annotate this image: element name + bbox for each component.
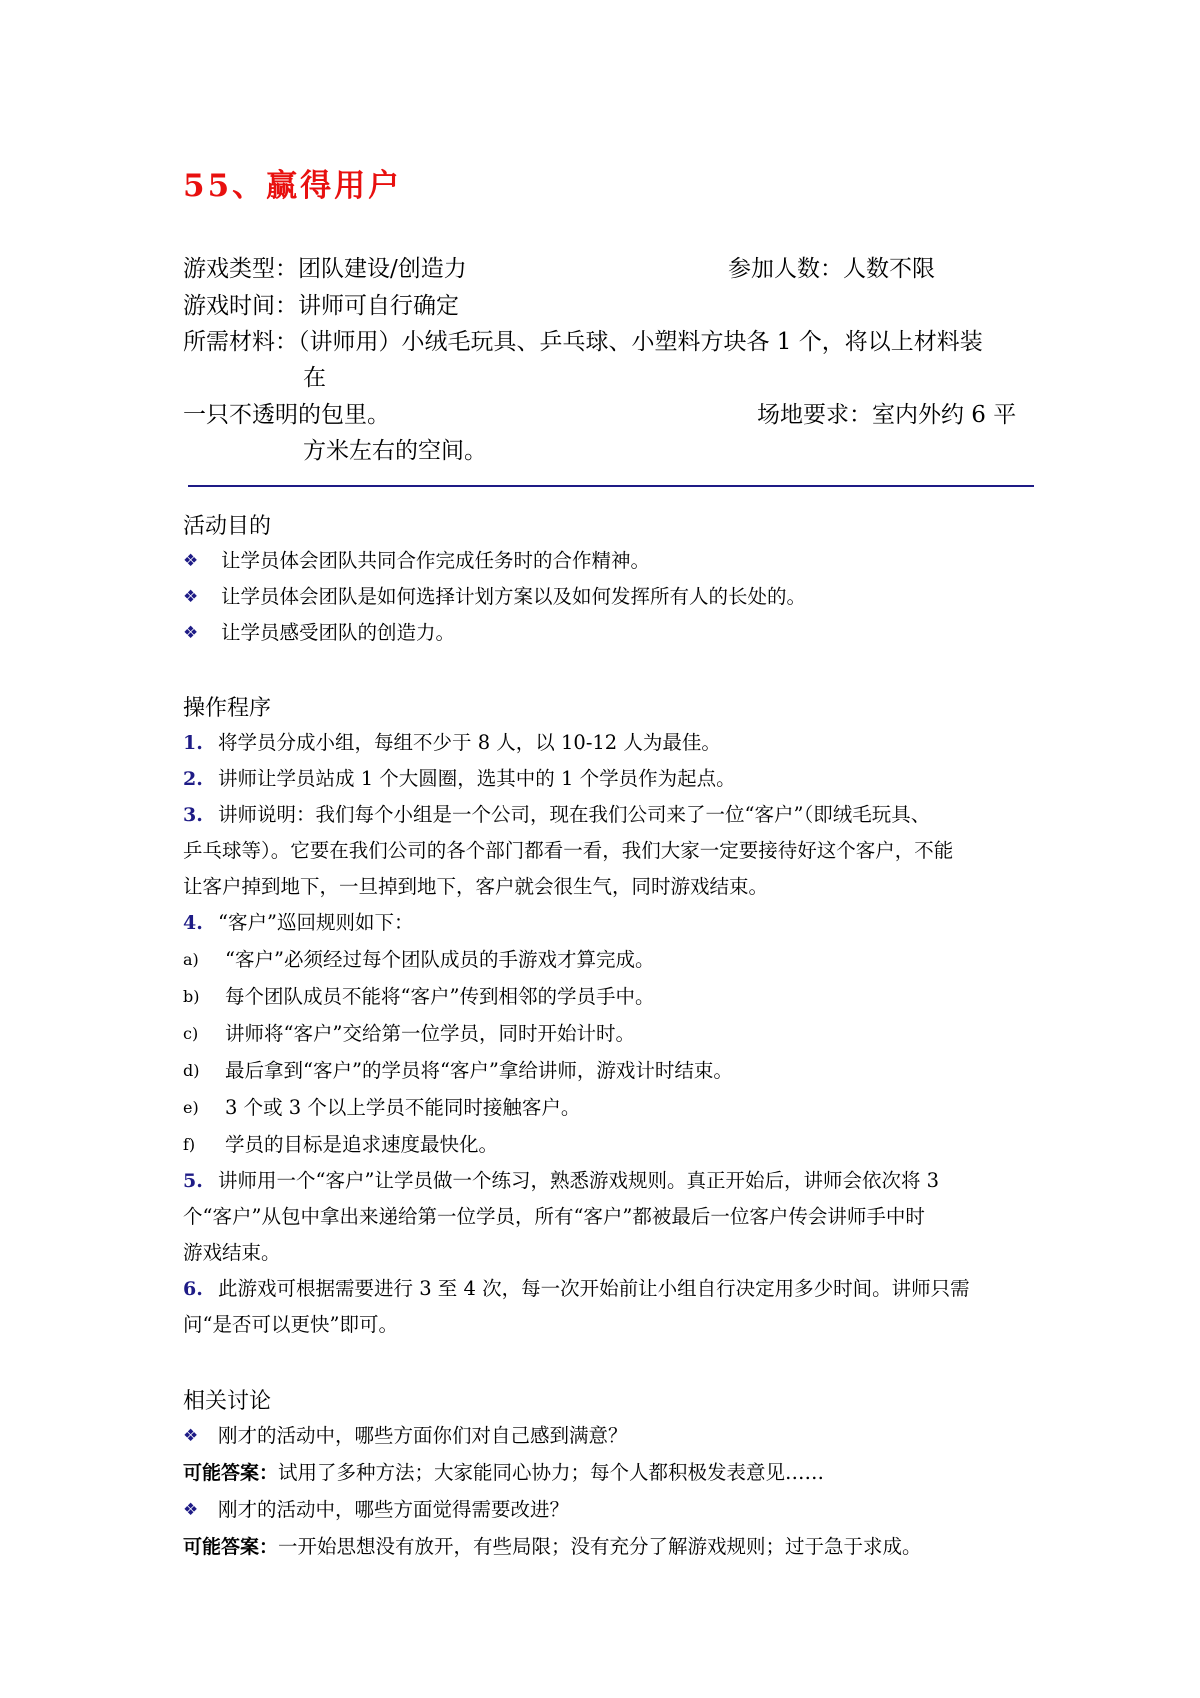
venue-line-2: 方米左右的空间。 — [303, 438, 487, 464]
materials-line-2: 在 — [303, 365, 326, 391]
procedure-heading: 操作程序 — [183, 696, 272, 721]
procedure-step-continuation: 问“是否可以更快”即可。 — [183, 1313, 398, 1336]
diamond-bullet-icon: ❖ — [183, 1500, 199, 1520]
venue-line-1: 场地要求：室内外约 6 平 — [757, 402, 1017, 428]
diamond-bullet-icon: ❖ — [183, 623, 199, 643]
procedure-step-continuation: 乒乓球等）。它要在我们公司的各个部门都看一看，我们大家一定要接待好这个客户，不能 — [183, 839, 954, 862]
diamond-bullet-icon: ❖ — [183, 551, 199, 571]
game-time-line: 游戏时间：讲师可自行确定 — [183, 293, 459, 319]
objectives-heading: 活动目的 — [183, 514, 272, 539]
diamond-bullet-icon: ❖ — [183, 1426, 199, 1446]
discussion-heading: 相关讨论 — [183, 1389, 272, 1414]
materials-line-3: 一只不透明的包里。 — [183, 402, 390, 428]
section-divider — [188, 485, 1034, 487]
diamond-bullet-icon: ❖ — [183, 587, 199, 607]
materials-line-1: 所需材料：（讲师用）小绒毛玩具、乒乓球、小塑料方块各 1 个，将以上材料装 — [183, 329, 983, 355]
discussion-answer: 可能答案：一开始思想没有放开，有些局限；没有充分了解游戏规则；过于急于求成。 — [183, 1535, 922, 1558]
document-page: 55、赢得用户 游戏类型：团队建设/创造力 参加人数：人数不限 游戏时间：讲师可自行确定 所需材料：（讲师用）小绒毛玩具、乒乓球、小塑料方块各 1 个，将以上材料装 在 一只不透明的包里。 场地要求：室内外约 6 平 方米左右的空间。 活动目的 ❖ 让学员体会团队共同合作完成任务时的合作精神。 ❖ 让学员体会团队是如何选择计划方案以及如何发挥所有人的长处的。 ❖ 让学员感受团队的创造力。 操作程序 1. 将学员分成小组，每组不少于 8 人，以 10-12 人为最佳。 2. 讲师让学员站成 1 个大圆圈，选其中的 1 个学员作为起点。 3. 讲师说明：我们每个小组是一个公司，现在我们公司来了一位“客户”（即绒毛玩具、 乒乓球等）。它要在我们公司的各个部门都看一看，我们大家一定要接待好这个客户，不能 让客户掉到地下，一旦掉到地下，客户就会很生气，同时游戏结束。 4. “客户”巡回规则如下： a) “客户”必须经过每个团队成员的手游戏才算完成。 b) 每个团队成员不能将“客户”传到相邻的学员手中。 c) 讲师将“客户”交给第一位学员，同时开始计时。 d) 最后拿到“客户”的学员将“客户”拿给讲师，游戏计时结束。 e) 3 个或 3 个以上学员不能同时接触客户。 f) 学员的目标是追求速度最快化。 5. 讲师用一个“客户”让学员做一个练习，熟悉游戏规则。真正开始后，讲师会依次将 3 个“客户”从包中拿出来递给第一位学员，所有“客户”都被最后一位客户传会讲师手中时 游戏结束。 6. 此游戏可根据需要进行 3 至 4 次，每一次开始前让小组自行决定用多少时间。讲师只需 问“是否可以更快”即可。 相关讨论 ❖ 刚才的活动中，哪些方面你们对自己感到满意？ 可能答案：试用了多种方法；大家能同心协力；每个人都积极发表意见…… ❖ 刚才的活动中，哪些方面觉得需要改进？ 可能答案：一开始思想没有放开，有些局限；没有充分了解游戏规则；过于急于求成。 — [0, 0, 1200, 1698]
game-type-line: 游戏类型：团队建设/创造力 — [183, 256, 467, 282]
participants-line: 参加人数：人数不限 — [728, 256, 935, 282]
procedure-step-continuation: 个“客户”从包中拿出来递给第一位学员，所有“客户”都被最后一位客户传会讲师手中时 — [183, 1205, 925, 1228]
discussion-answer: 可能答案：试用了多种方法；大家能同心协力；每个人都积极发表意见…… — [183, 1461, 825, 1484]
procedure-step-continuation: 让客户掉到地下，一旦掉到地下，客户就会很生气，同时游戏结束。 — [183, 875, 769, 898]
page-title: 55、赢得用户 — [183, 168, 403, 204]
procedure-step-continuation: 游戏结束。 — [183, 1241, 281, 1264]
